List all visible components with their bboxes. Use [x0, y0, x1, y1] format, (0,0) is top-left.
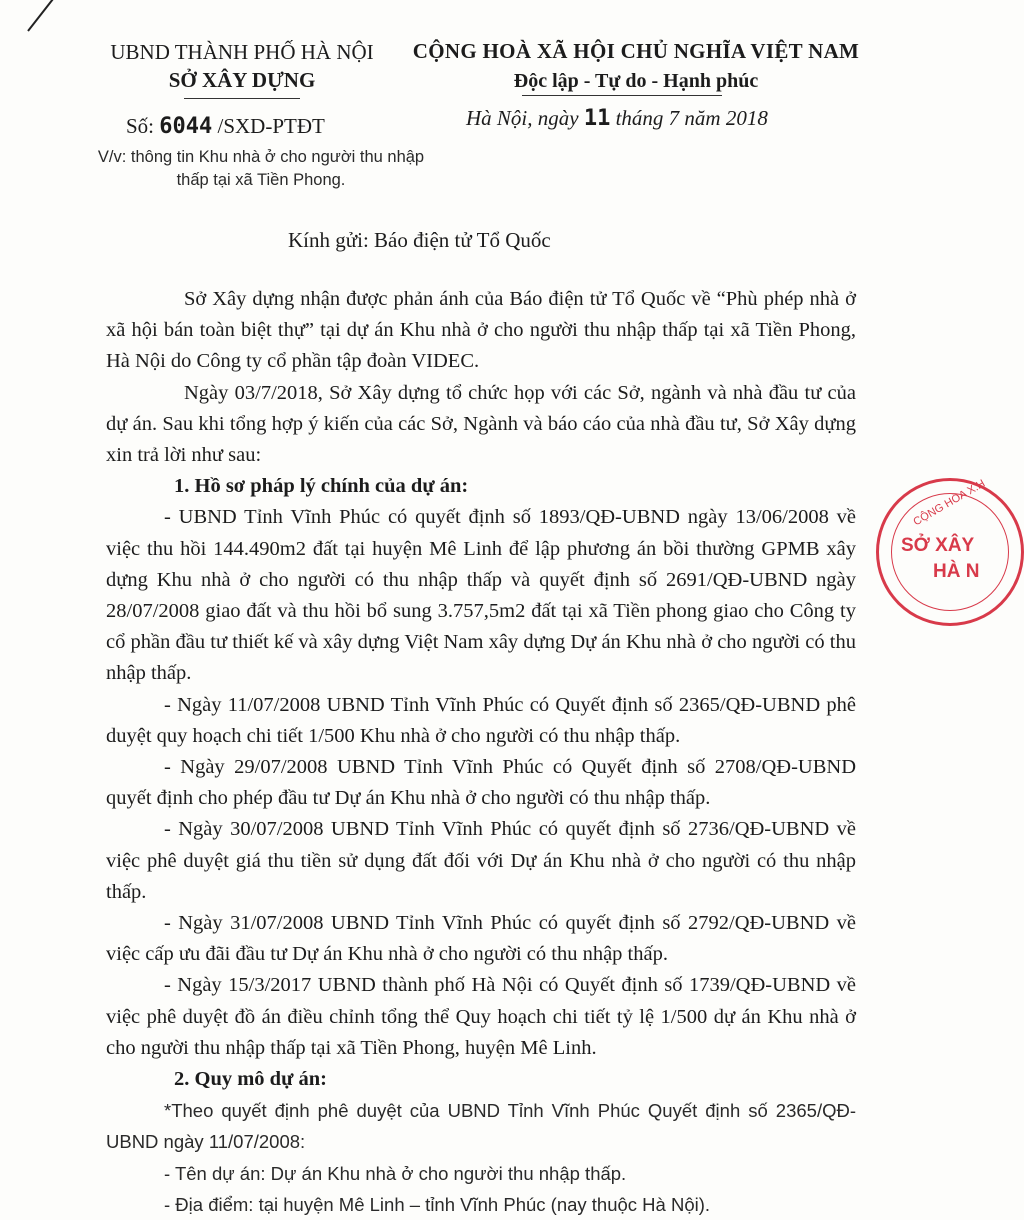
doc-number-suffix: /SXD-PTĐT — [217, 114, 325, 138]
doc-number-value: 6044 — [159, 114, 213, 139]
authority-line-2: SỞ XÂY DỰNG — [168, 68, 316, 92]
scale-decision-paragraph: *Theo quyết định phê duyệt của UBND Tỉnh Vĩnh Phúc Quyết định số 2365/QĐ-UBND ngày 11/07/2008: — [106, 1100, 856, 1153]
project-name-item: - Tên dự án: Dự án Khu nhà ở cho người thu nhập thấp. — [164, 1162, 627, 1184]
country-name: CỘNG HOÀ XÃ HỘI CHỦ NGHĨA VIỆT NAM — [412, 39, 860, 63]
issue-date — [466, 106, 768, 131]
seal-top-text: CỘNG HÒA X.H — [911, 477, 988, 529]
authority-line-1: UBND THÀNH PHỐ HÀ NỘI — [110, 40, 374, 64]
authority-underline — [184, 98, 300, 99]
seal-city-text: HÀ N — [933, 561, 980, 582]
meeting-paragraph: Ngày 03/7/2018, Sở Xây dựng tổ chức họp với các Sở, ngành và nhà đầu tư của dự án. Sau khi tổng hợp ý kiến của các Sở, Ngành và báo cáo của nhà đầu tư, Sở Xây dựng xin trả lời như sau: — [106, 381, 856, 467]
issuing-authority — [92, 38, 392, 94]
project-location-item: - Địa điểm: tại huyện Mê Linh – tỉnh Vĩnh Phúc (nay thuộc Hà Nội). — [164, 1193, 711, 1215]
legal-item-2: - Ngày 11/07/2008 UBND Tỉnh Vĩnh Phúc có Quyết định số 2365/QĐ-UBND phê duyệt quy hoạch chi tiết 1/500 Khu nhà ở cho người có thu nhập thấp. — [106, 693, 856, 747]
subject-line: V/v: thông tin Khu nhà ở cho người thu nhập thấp tại xã Tiền Phong. — [97, 148, 425, 189]
legal-item-6: - Ngày 15/3/2017 UBND thành phố Hà Nội có Quyết định số 1739/QĐ-UBND về việc phê duyệt đồ án điều chỉnh tổng thể Quy hoạch chi tiết tỷ lệ 1/500 dự án Khu nhà ở cho người thu nhập thấp tại xã Tiền Phong, huyện Mê Linh. — [106, 974, 856, 1059]
recipient-line: Kính gửi: Báo điện tử Tổ Quốc — [288, 228, 551, 252]
intro-paragraph: Sở Xây dựng nhận được phản ánh của Báo điện tử Tổ Quốc về “Phù phép nhà ở xã hội bán toàn biệt thự” tại dự án Khu nhà ở cho người thu nhập thấp tại xã Tiền Phong, Hà Nội do Công ty cổ phần tập đoàn VIDEC. — [106, 288, 856, 373]
legal-item-5: - Ngày 31/07/2008 UBND Tỉnh Vĩnh Phúc có quyết định số 2792/QĐ-UBND về việc cấp ưu đãi đầu tư Dự án Khu nhà ở cho người có thu nhập thấp. — [106, 912, 856, 966]
seal-main-text: SỞ XÂY — [901, 535, 975, 556]
national-heading — [396, 36, 876, 96]
section-heading-1: 1. Hồ sơ pháp lý chính của dự án: — [174, 475, 469, 498]
motto-underline — [522, 95, 722, 96]
legal-item-4: - Ngày 30/07/2008 UBND Tỉnh Vĩnh Phúc có quyết định số 2736/QĐ-UBND về việc phê duyệt giá thu tiền sử dụng đất đối với Dự án Khu nhà ở cho người có thu nhập thấp. — [106, 818, 856, 903]
motto: Độc lập - Tự do - Hạnh phúc — [513, 70, 759, 92]
date-suffix: tháng 7 năm 2018 — [615, 106, 768, 130]
margin-slash-mark — [27, 0, 53, 32]
legal-item-1: - UBND Tỉnh Vĩnh Phúc có quyết định số 1893/QĐ-UBND ngày 13/06/2008 về việc thu hồi 144.490m2 đất tại huyện Mê Linh để lập phương án bồi thường GPMB xây dựng Khu nhà ở cho người có thu nhập thấp và quyết định số 2691/QĐ-UBND ngày 28/07/2008 giao đất và thu hồi bổ sung 3.757,5m2 đất tại xã Tiền phong giao cho Công ty cổ phần đầu tư thiết kế và xây dựng Việt Nam xây dựng Dự án Khu nhà ở cho người có thu nhập thấp. — [106, 506, 856, 685]
document-number — [126, 114, 325, 139]
letter-body — [106, 284, 856, 1220]
doc-number-prefix: Số: — [126, 114, 155, 138]
date-prefix: Hà Nội, ngày — [466, 106, 579, 130]
date-day: 11 — [583, 106, 611, 131]
section-heading-2: 2. Quy mô dự án: — [174, 1068, 327, 1091]
official-seal-stamp — [876, 478, 1024, 626]
legal-item-3: - Ngày 29/07/2008 UBND Tỉnh Vĩnh Phúc có Quyết định số 2708/QĐ-UBND quyết định cho phép đầu tư Dự án Khu nhà ở cho người có thu nhập thấp. — [106, 756, 856, 810]
